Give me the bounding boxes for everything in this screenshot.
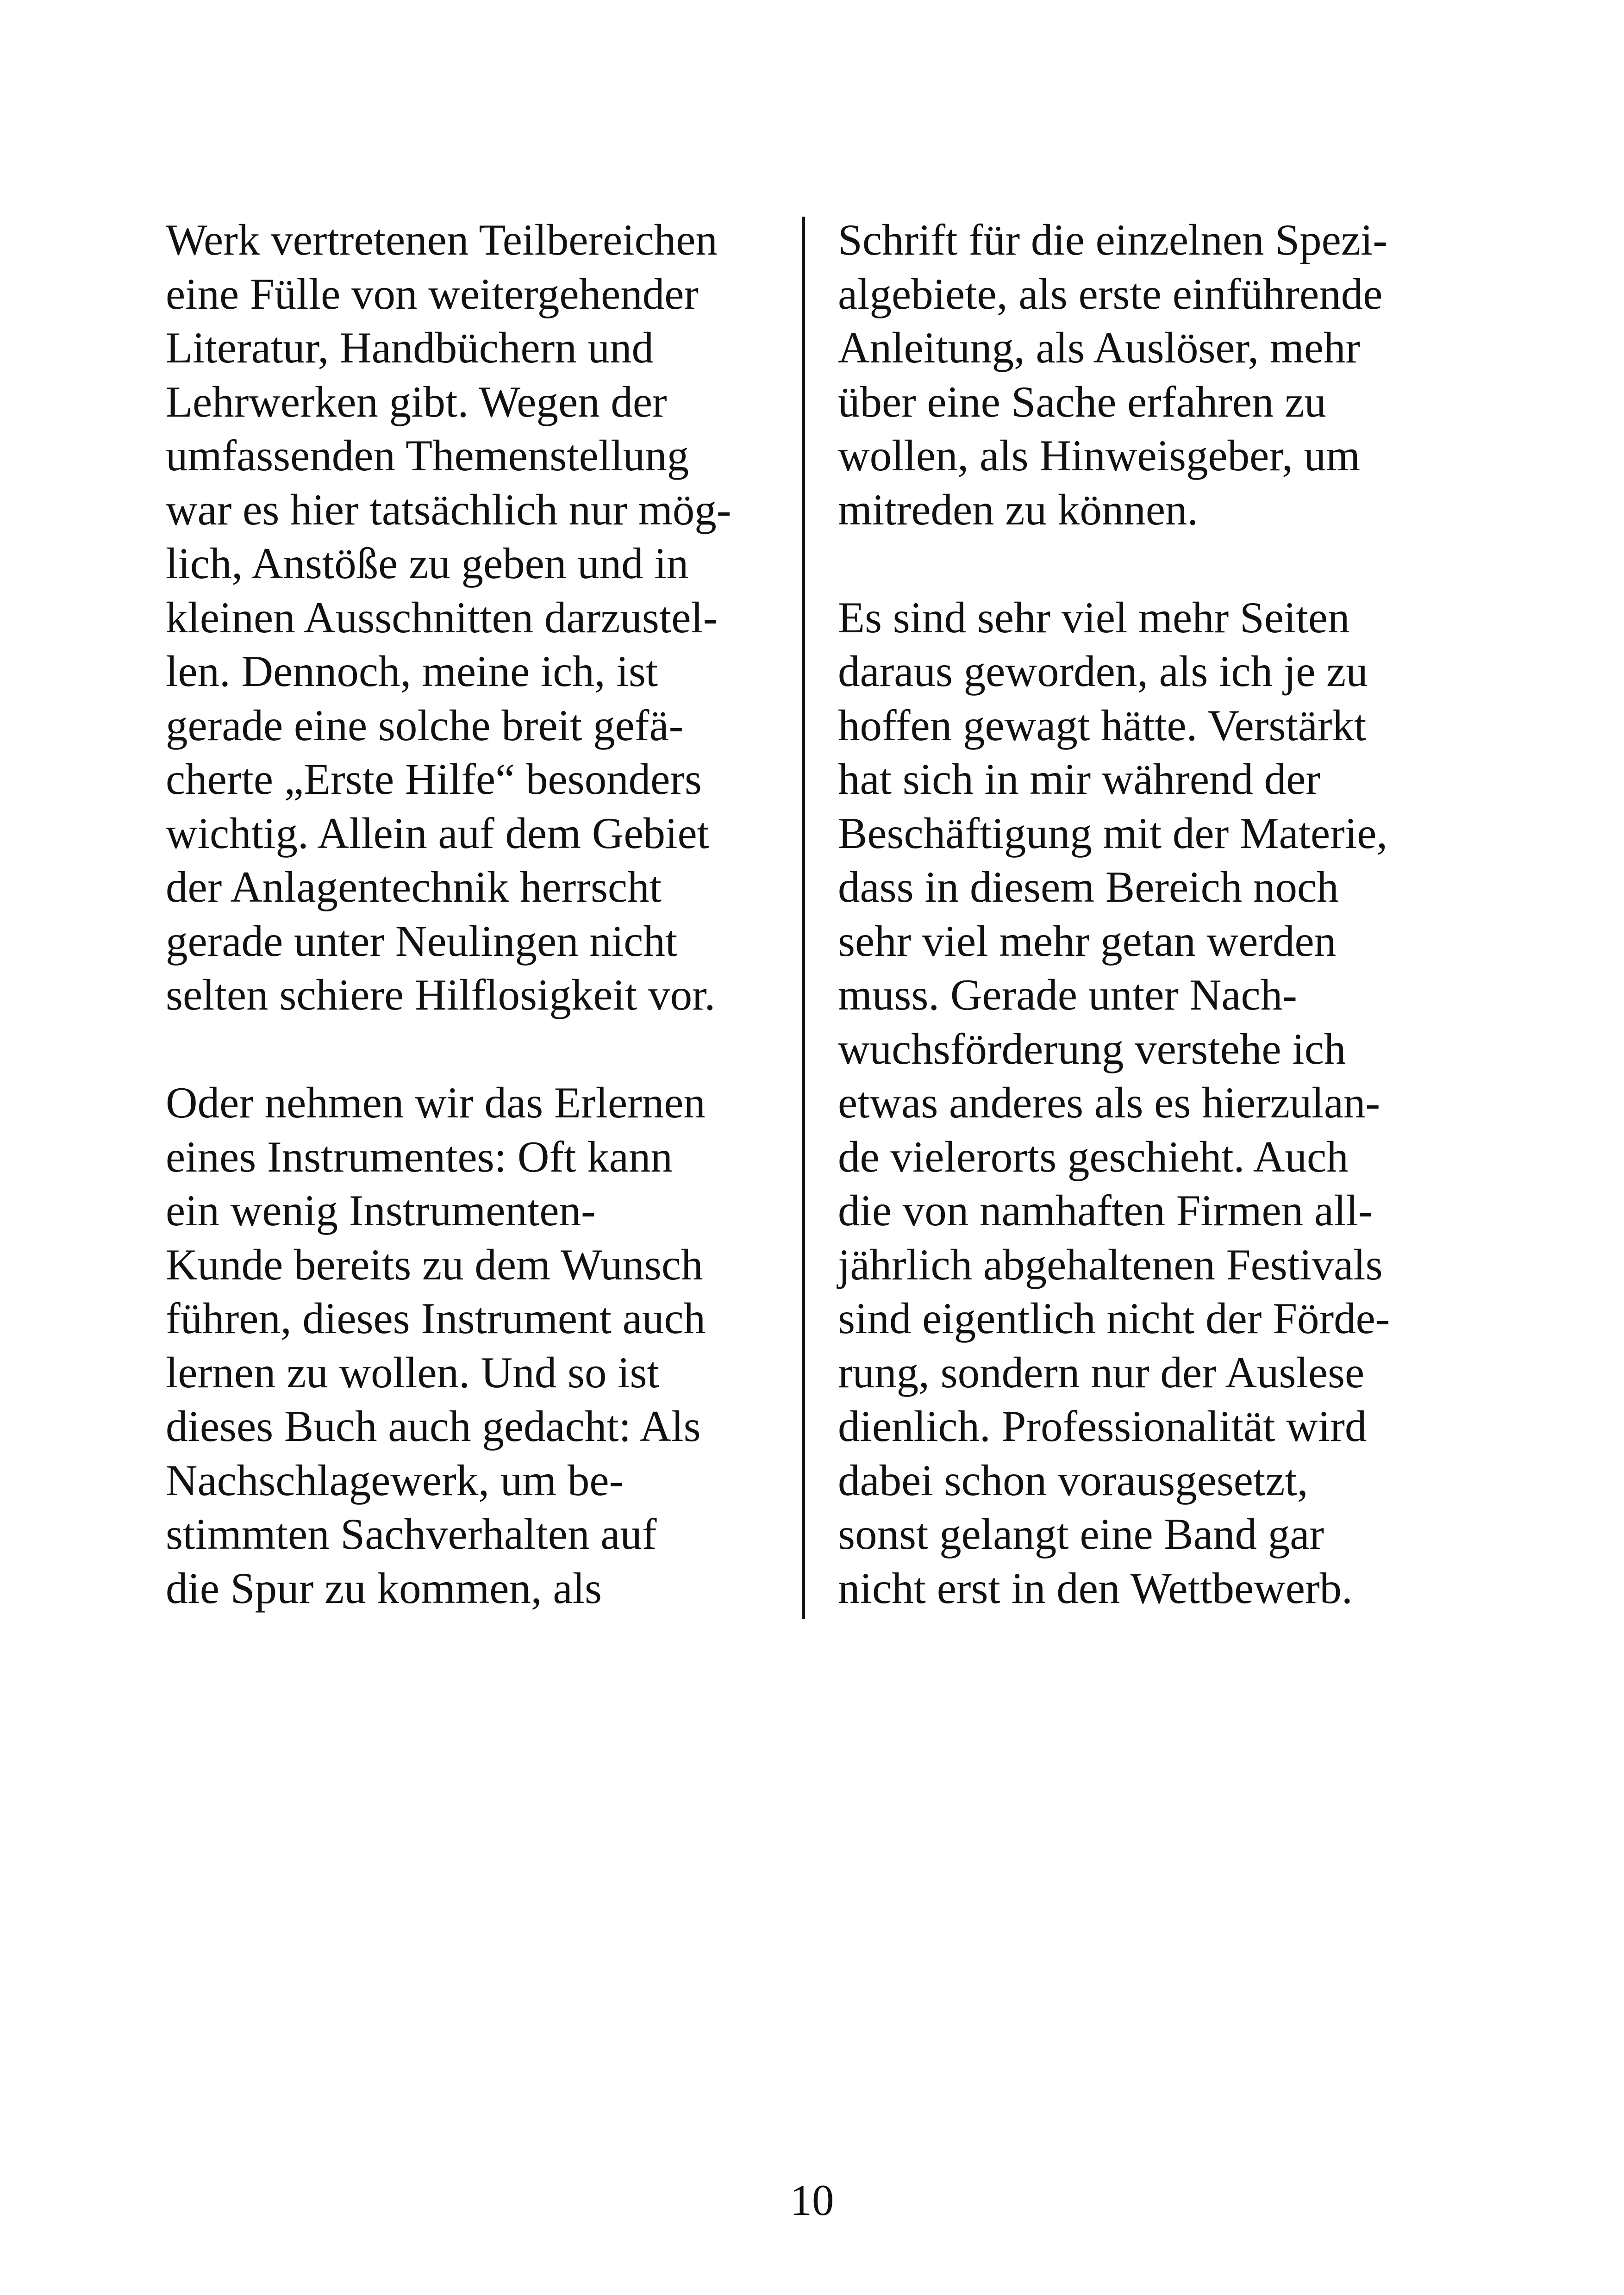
text-line: stimmten Sachverhalten auf <box>166 1509 657 1559</box>
text-line: gerade eine solche breit gefä- <box>166 700 684 750</box>
text-line: len. Dennoch, meine ich, ist <box>166 647 658 696</box>
text-line: Kunde bereits zu dem Wunsch <box>166 1240 703 1289</box>
text-line: lich, Anstöße zu geben und in <box>166 539 689 588</box>
text-line: dass in diesem Bereich noch <box>838 862 1339 911</box>
left-text-column <box>166 213 795 1615</box>
page-number: 10 <box>790 2176 834 2225</box>
text-line: kleinen Ausschnitten darzustel- <box>166 592 718 642</box>
text-line: de vielerorts geschieht. Auch <box>838 1132 1349 1181</box>
text-line: wollen, als Hinweisgeber, um <box>838 431 1361 480</box>
text-line: Nachschlagewerk, um be- <box>166 1455 624 1505</box>
text-line: gerade unter Neulingen nicht <box>166 916 678 966</box>
text-line: lernen zu wollen. Und so ist <box>166 1347 659 1397</box>
text-line: eines Instrumentes: Oft kann <box>166 1132 673 1181</box>
text-line: mitreden zu können. <box>838 485 1199 534</box>
text-line: muss. Gerade unter Nach- <box>838 970 1297 1019</box>
paragraph-break <box>166 1022 795 1076</box>
text-line: eine Fülle von weitergehender <box>166 269 699 318</box>
text-line: sehr viel mehr getan werden <box>838 916 1337 966</box>
text-line: die Spur zu kommen, als <box>166 1563 602 1613</box>
text-line: Lehrwerken gibt. Wegen der <box>166 377 667 426</box>
text-line: jährlich abgehaltenen Festivals <box>838 1240 1383 1289</box>
text-line: sind eigentlich nicht der Förde- <box>838 1294 1390 1343</box>
text-line: dabei schon vorausgesetzt, <box>838 1455 1308 1505</box>
text-line: wichtig. Allein auf dem Gebiet <box>166 808 710 858</box>
text-line: Es sind sehr viel mehr Seiten <box>838 592 1350 642</box>
text-line: Literatur, Handbüchern und <box>166 323 654 372</box>
text-line: ein wenig Instrumenten- <box>166 1186 596 1235</box>
text-line: etwas anderes als es hierzulan- <box>838 1078 1380 1127</box>
column-divider <box>802 217 805 1619</box>
text-line: führen, dieses Instrument auch <box>166 1294 706 1343</box>
text-line: Anleitung, als Auslöser, mehr <box>838 323 1361 372</box>
right-text-column <box>838 213 1468 1615</box>
text-line: war es hier tatsächlich nur mög- <box>166 485 731 534</box>
text-line: daraus geworden, als ich je zu <box>838 647 1368 696</box>
text-line: nicht erst in den Wettbewerb. <box>838 1563 1353 1613</box>
text-line: der Anlagentechnik herrscht <box>166 862 662 911</box>
text-line: Werk vertretenen Teilbereichen <box>166 215 718 264</box>
text-line: die von namhaften Firmen all- <box>838 1186 1373 1235</box>
text-line: rung, sondern nur der Auslese <box>838 1347 1365 1397</box>
text-line: Beschäftigung mit der Materie, <box>838 808 1388 858</box>
text-line: selten schiere Hilflosigkeit vor. <box>166 970 716 1019</box>
text-line: über eine Sache erfahren zu <box>838 377 1326 426</box>
text-line: sonst gelangt eine Band gar <box>838 1509 1324 1559</box>
text-line: Oder nehmen wir das Erlernen <box>166 1078 706 1127</box>
text-line: hat sich in mir während der <box>838 755 1321 804</box>
text-line: dienlich. Professionalität wird <box>838 1402 1367 1451</box>
text-line: algebiete, als erste einführende <box>838 269 1383 318</box>
text-line: umfassenden Themenstellung <box>166 431 689 480</box>
text-line: dieses Buch auch gedacht: Als <box>166 1402 701 1451</box>
text-line: hoffen gewagt hätte. Verstärkt <box>838 700 1367 750</box>
text-line: Schrift für die einzelnen Spezi- <box>838 215 1388 264</box>
text-line: cherte „Erste Hilfe“ besonders <box>166 755 702 804</box>
paragraph-break <box>838 536 1468 591</box>
text-line: wuchsförderung verstehe ich <box>838 1024 1346 1073</box>
